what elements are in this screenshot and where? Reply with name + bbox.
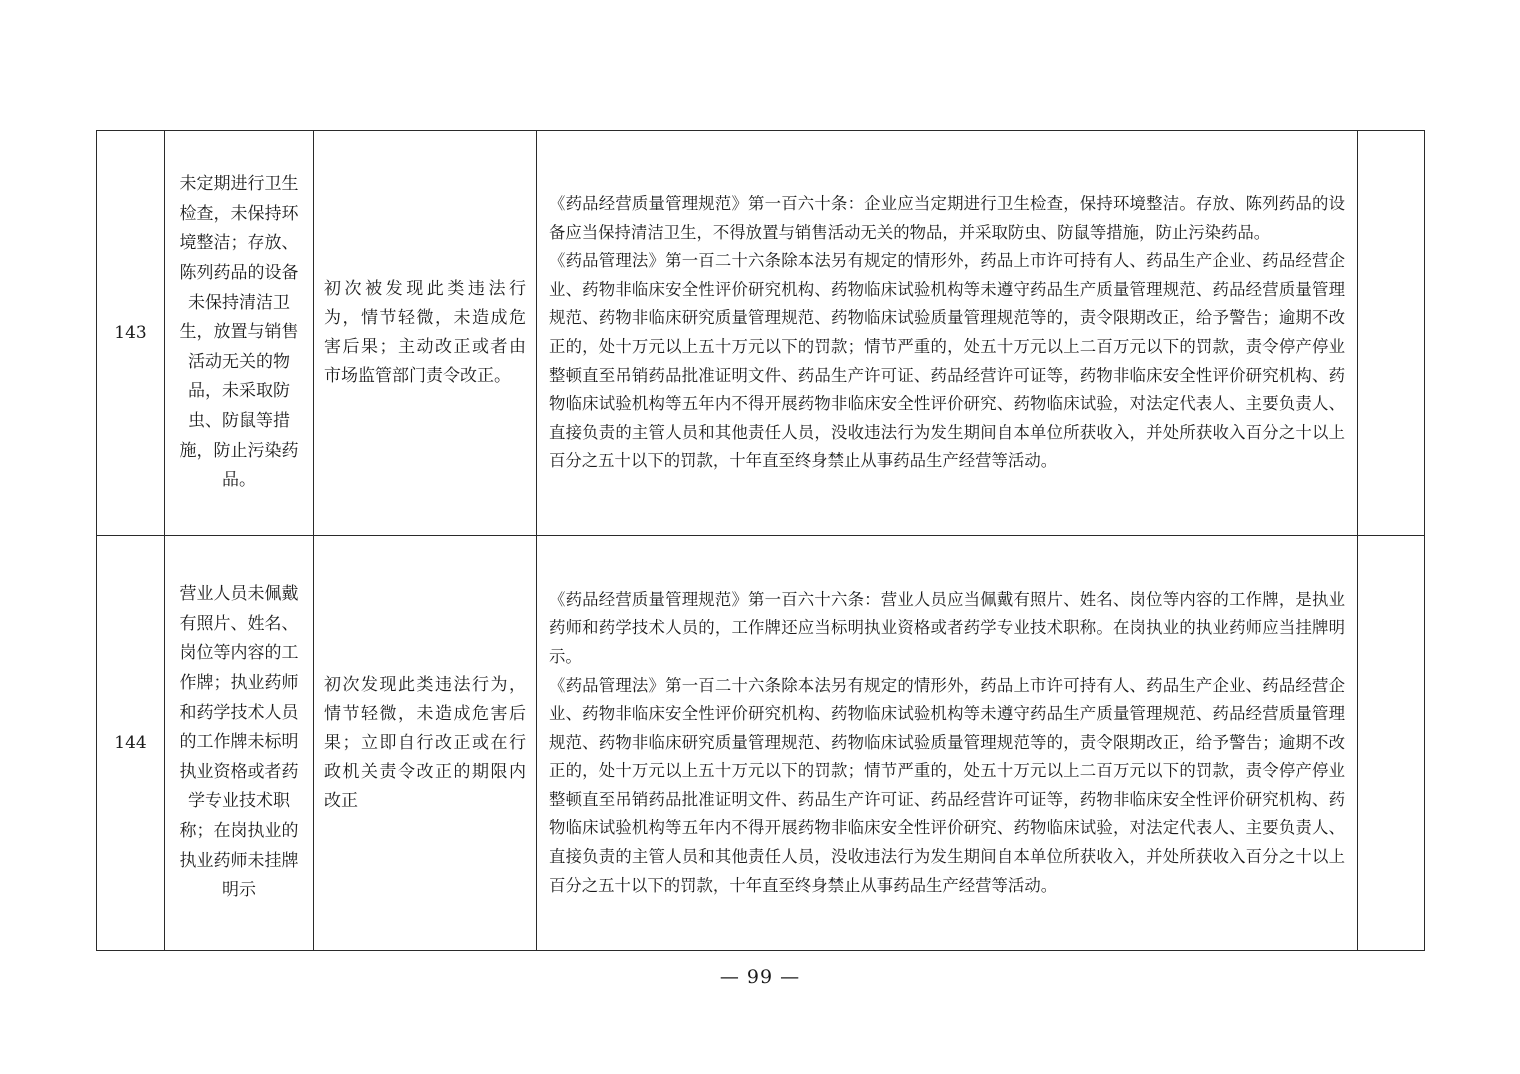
- regulation-table: [96, 130, 1425, 951]
- violation-description: 未定期进行卫生检查，未保持环境整洁；存放、陈列药品的设备未保持清洁卫生，放置与销售活动无关的物品，未采取防虫、防鼠等措施，防止污染药品。: [165, 131, 314, 536]
- basis-paragraph: 《药品管理法》第一百二十六条除本法另有规定的情形外，药品上市许可持有人、药品生产企业、药品经营企业、药物非临床安全性评价研究机构、药物临床试验机构等未遵守药品生产质量管理规范、药品经营质量管理规范、药物非临床研究质量管理规范、药物临床试验质量管理规范等的，责令限期改正，给予警告；逾期不改正的，处十万元以上五十万元以下的罚款；情节严重的，处五十万元以上二百万元以下的罚款，责令停产停业整顿直至吊销药品批准证明文件、药品生产许可证、药品经营许可证等，药物非临床安全性评价研究机构、药物临床试验机构等五年内不得开展药物非临床安全性评价研究、药物临床试验，对法定代表人、主要负责人、直接负责的主管人员和其他责任人员，没收违法行为发生期间自本单位所获收入，并处所获收入百分之十以上百分之五十以下的罚款，十年直至终身禁止从事药品生产经营等活动。: [549, 675, 1345, 895]
- table-row: [97, 131, 1425, 536]
- legal-basis: [537, 536, 1358, 951]
- legal-basis: [537, 131, 1358, 536]
- row-number: 144: [97, 536, 165, 951]
- exemption-condition: 初次被发现此类违法行为，情节轻微，未造成危害后果；主动改正或者由市场监管部门责令改正。: [314, 131, 537, 536]
- page-number: — 99 —: [719, 966, 801, 988]
- violation-description: 营业人员未佩戴有照片、姓名、岗位等内容的工作牌；执业药师和药学技术人员的工作牌未标明执业资格或者药学专业技术职称；在岗执业的执业药师未挂牌明示: [165, 536, 314, 951]
- basis-paragraph: 《药品经营质量管理规范》第一百六十条：企业应当定期进行卫生检查，保持环境整洁。存放、陈列药品的设备应当保持清洁卫生，不得放置与销售活动无关的物品，并采取防虫、防鼠等措施，防止污染药品。: [549, 194, 1345, 242]
- table-row: [97, 536, 1425, 951]
- basis-paragraph: 《药品经营质量管理规范》第一百六十六条：营业人员应当佩戴有照片、姓名、岗位等内容的工作牌，是执业药师和药学技术人员的，工作牌还应当标明执业资格或者药学专业技术职称。在岗执业的执业药师应当挂牌明示。: [549, 589, 1345, 666]
- exemption-condition: 初次发现此类违法行为，情节轻微，未造成危害后果；立即自行改正或在行政机关责令改正的期限内改正: [314, 536, 537, 951]
- basis-paragraph: 《药品管理法》第一百二十六条除本法另有规定的情形外，药品上市许可持有人、药品生产企业、药品经营企业、药物非临床安全性评价研究机构、药物临床试验机构等未遵守药品生产质量管理规范、药品经营质量管理规范、药物非临床研究质量管理规范、药物临床试验质量管理规范等的，责令限期改正，给予警告；逾期不改正的，处十万元以上五十万元以下的罚款；情节严重的，处五十万元以上二百万元以下的罚款，责令停产停业整顿直至吊销药品批准证明文件、药品生产许可证、药品经营许可证等，药物非临床安全性评价研究机构、药物临床试验机构等五年内不得开展药物非临床安全性评价研究、药物临床试验，对法定代表人、主要负责人、直接负责的主管人员和其他责任人员，没收违法行为发生期间自本单位所获收入，并处所获收入百分之十以上百分之五十以下的罚款，十年直至终身禁止从事药品生产经营等活动。: [549, 251, 1345, 471]
- remark-cell: [1358, 536, 1425, 951]
- row-number: 143: [97, 131, 165, 536]
- remark-cell: [1358, 131, 1425, 536]
